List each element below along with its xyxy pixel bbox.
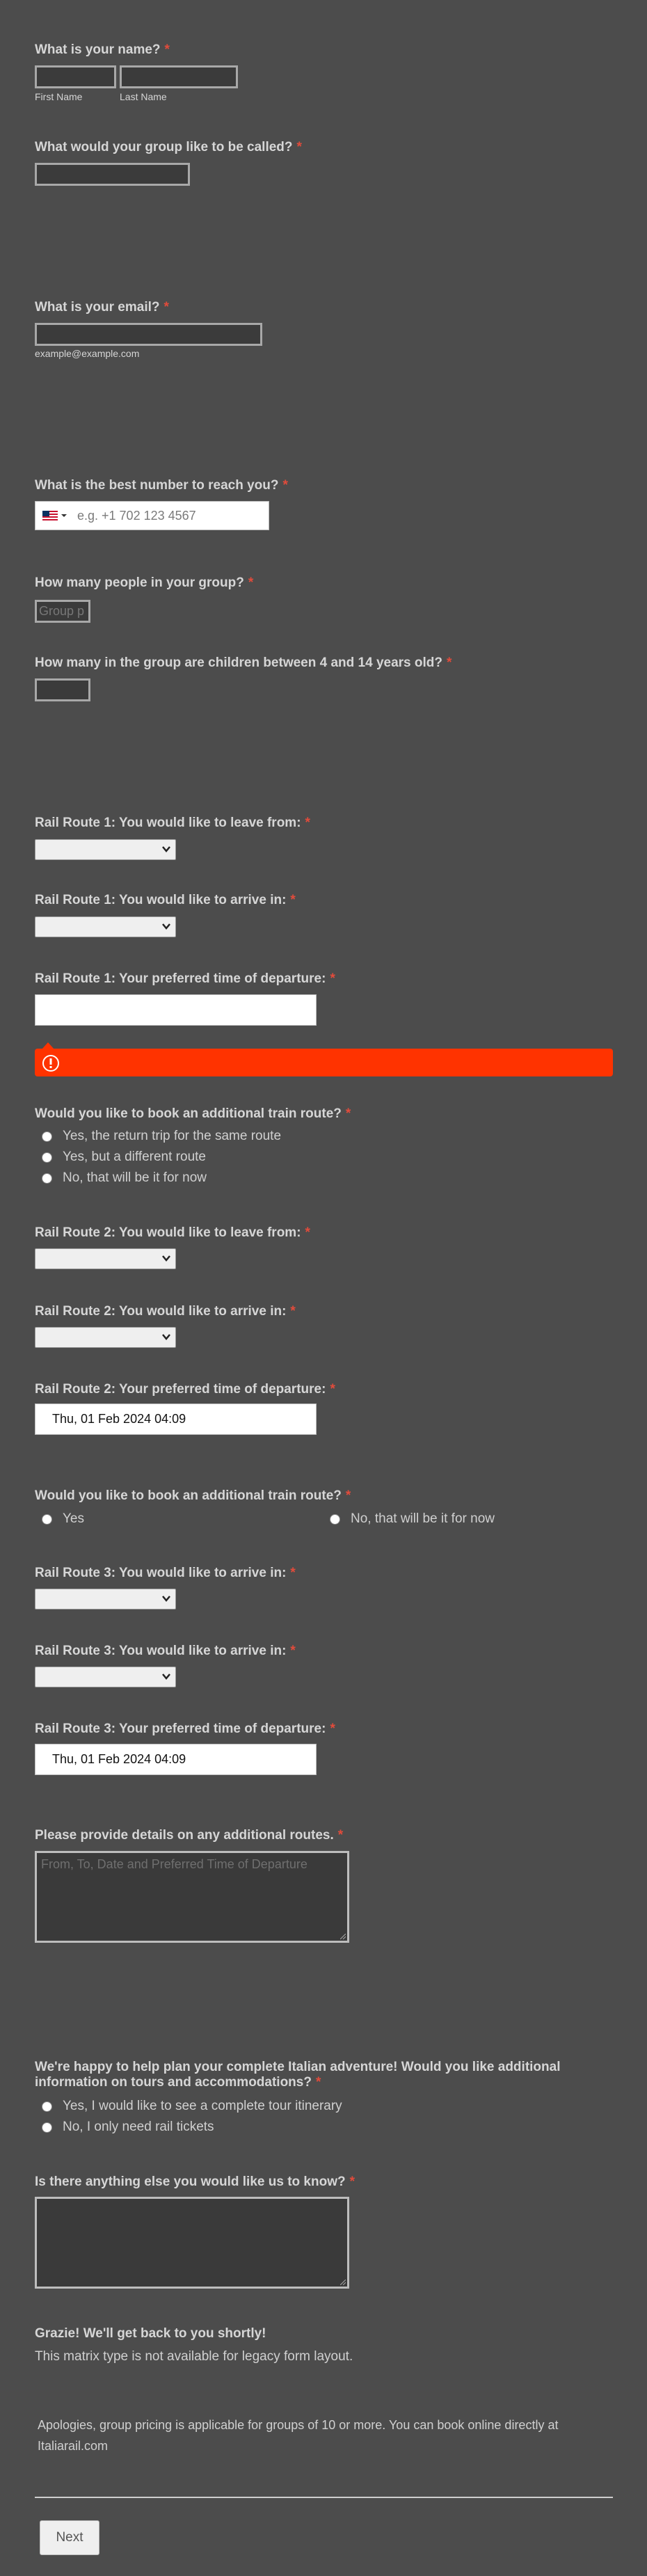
required-mark: * bbox=[330, 971, 335, 986]
last-name-input[interactable] bbox=[120, 65, 238, 88]
r2-arrive-select[interactable] bbox=[35, 1327, 176, 1348]
required-mark: * bbox=[330, 1722, 335, 1736]
r3-arrive-select-b[interactable] bbox=[35, 1667, 176, 1687]
radio-label: No, that will be it for now bbox=[63, 1170, 207, 1185]
radio-return-trip[interactable] bbox=[42, 1129, 281, 1144]
radio-different-route[interactable] bbox=[42, 1150, 206, 1165]
r1-leave-select[interactable] bbox=[35, 839, 176, 860]
details-placeholder: From, To, Date and Preferred Time of Departure bbox=[41, 1857, 307, 1871]
required-mark: * bbox=[305, 1225, 310, 1240]
phone-input[interactable] bbox=[35, 501, 269, 530]
group-size-question: How many people in your group? * bbox=[35, 575, 254, 590]
radio-yes[interactable] bbox=[42, 1511, 84, 1527]
r2-arrive-question: Rail Route 2: You would like to arrive in: * bbox=[35, 1304, 296, 1319]
required-mark: * bbox=[296, 140, 302, 154]
radio-button[interactable] bbox=[42, 2122, 52, 2133]
last-name-label: Last Name bbox=[120, 91, 167, 102]
group-name-question: What would your group like to be called? * bbox=[35, 140, 302, 154]
details-textarea[interactable] bbox=[35, 1851, 349, 1943]
radio-label: Yes, but a different route bbox=[63, 1150, 206, 1164]
radio-tour-itinerary[interactable] bbox=[42, 2099, 342, 2114]
phone-question: What is the best number to reach you? * bbox=[35, 478, 288, 493]
email-input[interactable] bbox=[35, 323, 262, 346]
r2-leave-question: Rail Route 2: You would like to leave from: * bbox=[35, 1225, 310, 1240]
required-mark: * bbox=[330, 1382, 335, 1397]
divider bbox=[35, 2497, 613, 2498]
additional-route-question: Would you like to book an additional train route? * bbox=[35, 1106, 351, 1121]
radio-button[interactable] bbox=[42, 2101, 52, 2112]
r3-time-question: Rail Route 3: Your preferred time of departure: * bbox=[35, 1722, 335, 1736]
radio-label: Yes, the return trip for the same route bbox=[63, 1129, 282, 1143]
chevron-down-icon bbox=[161, 921, 171, 931]
group-size-input[interactable] bbox=[35, 600, 90, 623]
radio-button[interactable] bbox=[42, 1173, 52, 1184]
required-mark: * bbox=[248, 575, 254, 590]
r3-arrive-select-a[interactable] bbox=[35, 1589, 176, 1609]
required-mark: * bbox=[349, 2175, 355, 2189]
error-pointer bbox=[42, 1042, 54, 1049]
email-question: What is your email? * bbox=[35, 300, 169, 315]
r2-leave-select[interactable] bbox=[35, 1248, 176, 1269]
anything-else-question: Is there anything else you would like us to know? * bbox=[35, 2175, 355, 2189]
error-bar bbox=[35, 1049, 613, 1076]
email-hint: example@example.com bbox=[35, 348, 140, 359]
r2-time-value: Thu, 01 Feb 2024 04:09 bbox=[52, 1412, 186, 1426]
required-mark: * bbox=[290, 1644, 296, 1658]
anything-else-textarea[interactable] bbox=[35, 2197, 349, 2289]
chevron-down-icon bbox=[161, 1593, 171, 1603]
details-question: Please provide details on any additional routes. * bbox=[35, 1828, 344, 1843]
group-name-input[interactable] bbox=[35, 163, 190, 186]
r3-time-input[interactable] bbox=[35, 1744, 317, 1775]
required-mark: * bbox=[290, 1304, 296, 1319]
additional-route-question-2: Would you like to book an additional train route? * bbox=[35, 1488, 351, 1503]
required-mark: * bbox=[337, 1828, 344, 1843]
r1-time-input[interactable] bbox=[35, 994, 317, 1026]
radio-button[interactable] bbox=[42, 1131, 52, 1142]
r1-time-question: Rail Route 1: Your preferred time of departure: * bbox=[35, 971, 335, 986]
first-name-label: First Name bbox=[35, 91, 83, 102]
required-mark: * bbox=[290, 1566, 296, 1580]
radio-no-more[interactable] bbox=[42, 1170, 207, 1186]
r1-arrive-question: Rail Route 1: You would like to arrive in: * bbox=[35, 893, 296, 907]
r2-time-question: Rail Route 2: Your preferred time of departure: * bbox=[35, 1382, 335, 1397]
resize-handle-icon[interactable] bbox=[340, 2280, 346, 2285]
r3-arrive-question-b: Rail Route 3: You would like to arrive in: * bbox=[35, 1644, 296, 1658]
group-size-placeholder: Group p bbox=[39, 604, 85, 618]
radio-button[interactable] bbox=[42, 1152, 52, 1163]
radio-button[interactable] bbox=[42, 1514, 52, 1525]
required-mark: * bbox=[305, 816, 310, 830]
radio-label: No, that will be it for now bbox=[351, 1511, 495, 1526]
chevron-down-icon bbox=[61, 512, 67, 519]
chevron-down-icon bbox=[161, 1253, 171, 1263]
required-mark: * bbox=[163, 300, 169, 315]
matrix-note: This matrix type is not available for legacy form layout. bbox=[35, 2349, 353, 2364]
r3-time-value: Thu, 01 Feb 2024 04:09 bbox=[52, 1752, 186, 1766]
radio-label: No, I only need rail tickets bbox=[63, 2120, 214, 2134]
apology-text: Apologies, group pricing is applicable for groups of 10 or more. You can book online directly at Italiarail.com bbox=[38, 2418, 559, 2453]
r1-arrive-select[interactable] bbox=[35, 916, 176, 937]
resize-handle-icon[interactable] bbox=[340, 1934, 346, 1939]
required-mark: * bbox=[164, 42, 170, 57]
chevron-down-icon bbox=[161, 844, 171, 854]
required-mark: * bbox=[345, 1488, 351, 1503]
first-name-input[interactable] bbox=[35, 65, 116, 88]
required-mark: * bbox=[282, 478, 288, 493]
r3-arrive-question-a: Rail Route 3: You would like to arrive in: * bbox=[35, 1566, 296, 1580]
grazie-heading: Grazie! We'll get back to you shortly! bbox=[35, 2326, 266, 2341]
name-question: What is your name? * bbox=[35, 42, 170, 57]
italian-question: We're happy to help plan your complete Italian adventure! Would you like additional information on tours and accommodations? * bbox=[35, 2060, 561, 2090]
children-question: How many in the group are children between 4 and 14 years old? * bbox=[35, 655, 452, 670]
r1-leave-question: Rail Route 1: You would like to leave from: * bbox=[35, 816, 310, 830]
phone-placeholder: e.g. +1 702 123 4567 bbox=[77, 508, 196, 523]
exclamation-icon bbox=[42, 1055, 59, 1075]
required-mark: * bbox=[446, 655, 452, 670]
chevron-down-icon bbox=[161, 1671, 171, 1681]
r2-time-input[interactable] bbox=[35, 1404, 317, 1435]
radio-button[interactable] bbox=[330, 1514, 340, 1525]
radio-rail-only[interactable] bbox=[42, 2120, 214, 2135]
radio-label: Yes bbox=[63, 1511, 84, 1526]
children-input[interactable] bbox=[35, 678, 90, 701]
chevron-down-icon bbox=[161, 1332, 171, 1342]
required-mark: * bbox=[290, 893, 296, 907]
us-flag-icon[interactable] bbox=[42, 511, 67, 520]
radio-label: Yes, I would like to see a complete tour itinerary bbox=[63, 2099, 342, 2113]
radio-no[interactable] bbox=[330, 1511, 495, 1527]
next-button[interactable]: Next bbox=[40, 2520, 99, 2555]
required-mark: * bbox=[315, 2075, 321, 2090]
required-mark: * bbox=[345, 1106, 351, 1121]
